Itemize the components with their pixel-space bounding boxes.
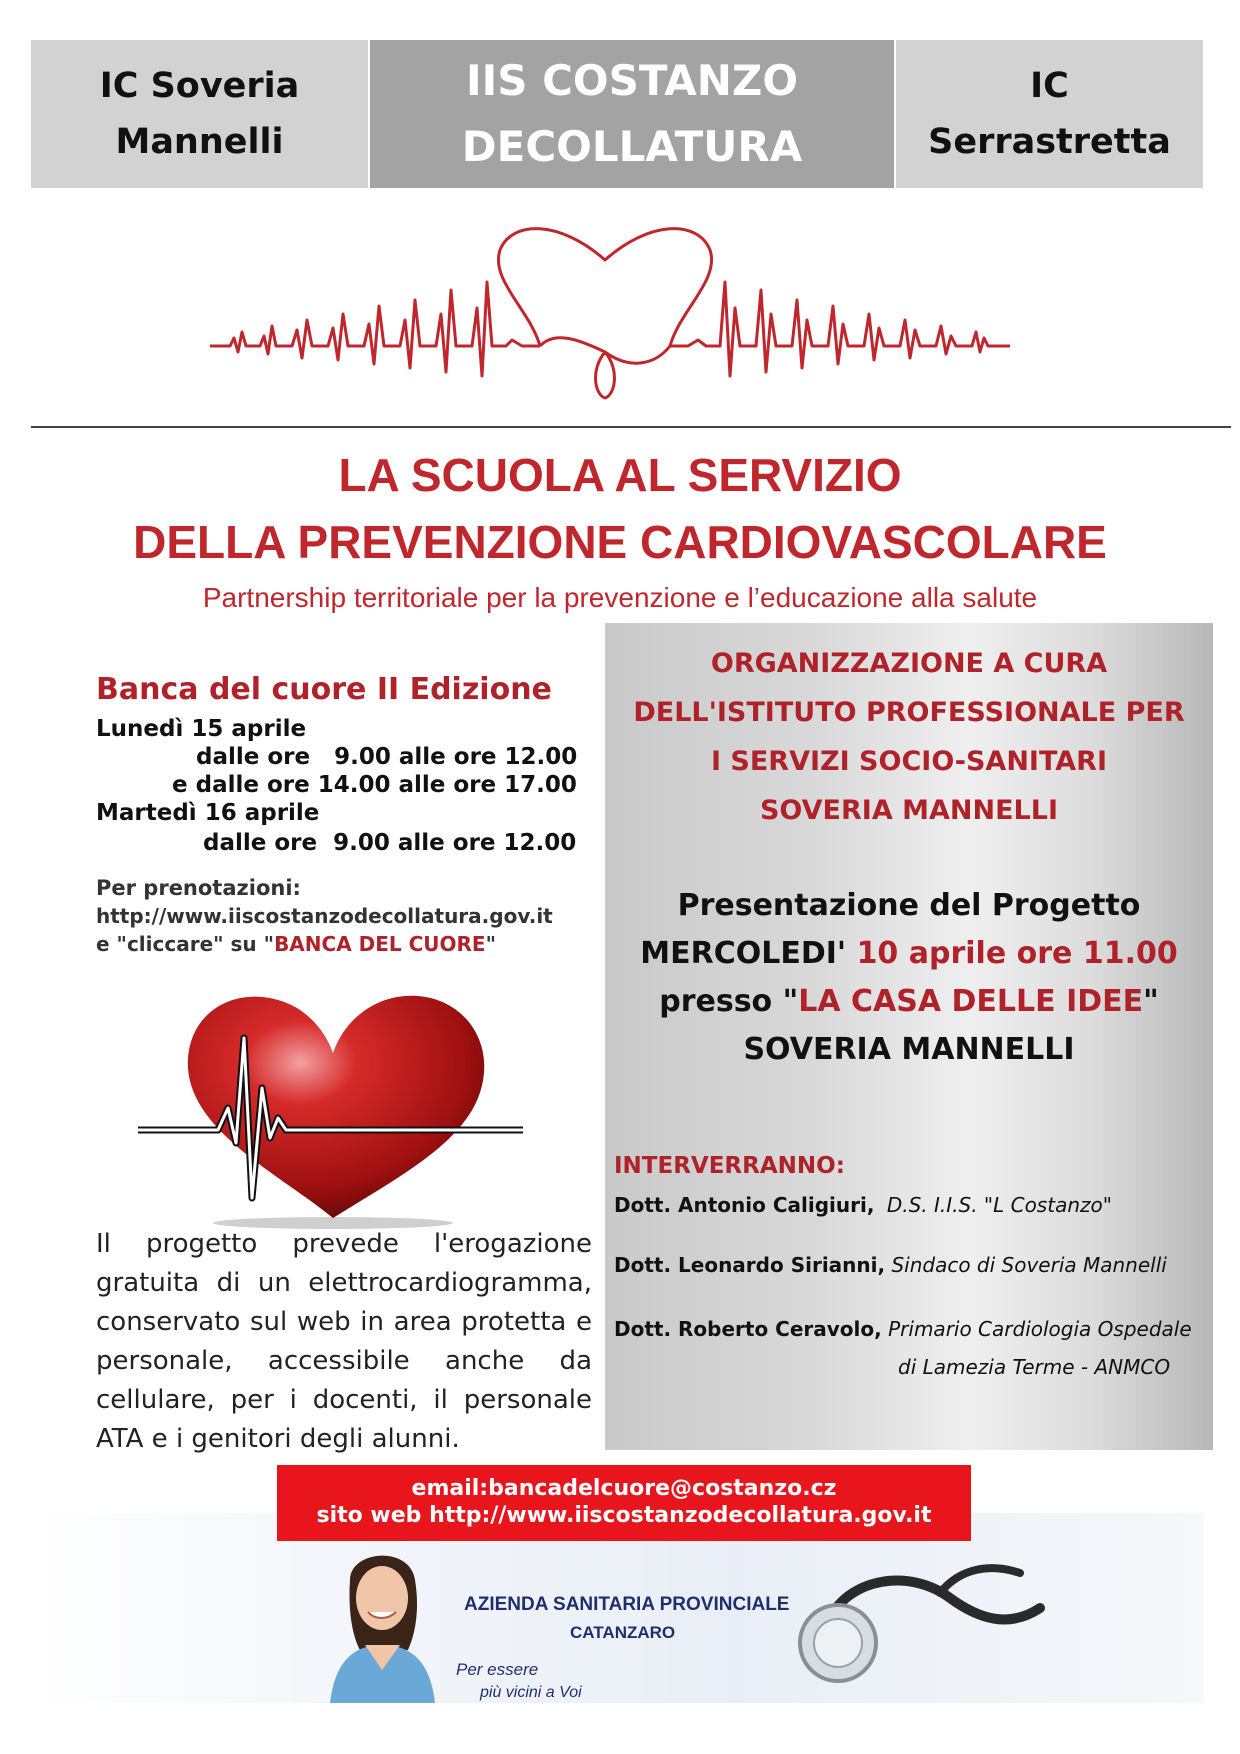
speaker-role: D.S. I.I.S. "L Costanzo" <box>886 1193 1112 1217</box>
booking-url-link[interactable]: http://www.iiscostanzodecollatura.gov.it <box>96 904 553 928</box>
contact-email-link[interactable]: email:bancadelcuore@costanzo.cz <box>411 1476 837 1501</box>
org-line-1: ORGANIZZAZIONE A CURA <box>710 648 1108 679</box>
nurse-icon <box>320 1540 440 1703</box>
click-suffix: " <box>485 932 497 956</box>
click-prefix: e "cliccare" su " <box>96 932 275 956</box>
org-line-3: I SERVIZI SOCIO-SANITARI <box>710 746 1108 777</box>
banca-title: Banca del cuore II Edizione <box>96 672 552 707</box>
heart-ecg-icon <box>200 220 1020 410</box>
day1-slot2: e dalle ore 14.00 alle ore 17.00 <box>172 772 577 798</box>
place-suffix: " <box>1143 984 1159 1019</box>
speaker-item <box>614 1193 1112 1217</box>
speaker-item <box>614 1253 1167 1277</box>
subtitle: Partnership territoriale per la prevenzione e l’educazione alla salute <box>202 582 1038 613</box>
speakers-heading: INTERVERRANNO: <box>614 1153 845 1179</box>
asp-city: CATANZARO <box>570 1623 676 1642</box>
presentation-place <box>605 984 1213 1019</box>
section-divider <box>31 426 1231 428</box>
day2-label: Martedì 16 aprile <box>96 800 320 826</box>
heart-icon <box>128 978 528 1233</box>
stethoscope-icon <box>790 1548 1060 1688</box>
header-left-box <box>31 40 368 188</box>
click-target: BANCA DEL CUORE <box>274 932 486 956</box>
header-center-line1: IIS COSTANZO <box>465 56 799 105</box>
header-right-box <box>896 40 1203 188</box>
speaker-name: Dott. Antonio Caligiuri, <box>614 1193 875 1217</box>
place-name: LA CASA DELLE IDEE <box>798 984 1144 1019</box>
speaker-role-continued <box>898 1355 1170 1379</box>
presentation-date <box>605 936 1213 971</box>
speaker-item <box>614 1317 1192 1341</box>
presentation-when: 10 aprile ore 11.00 <box>856 936 1178 971</box>
org-line-4: SOVERIA MANNELLI <box>759 795 1058 826</box>
title-line-2: DELLA PREVENZIONE CARDIOVASCOLARE <box>133 516 1107 568</box>
speaker-name: Dott. Leonardo Sirianni, <box>614 1253 886 1277</box>
speaker-role-2: di Lamezia Terme - ANMCO <box>898 1355 1171 1379</box>
title-line-1: LA SCUOLA AL SERVIZIO <box>338 449 902 501</box>
org-line-2: DELL'ISTITUTO PROFESSIONALE PER <box>633 697 1185 728</box>
click-instruction <box>96 932 496 956</box>
header-right-line2: Serrastretta <box>928 122 1171 162</box>
day1-slot1: dalle ore 9.00 alle ore 12.00 <box>196 744 578 770</box>
speaker-role: Primario Cardiologia Ospedale <box>888 1317 1192 1341</box>
header-center-box <box>370 40 894 188</box>
header-center-line2: DECOLLATURA <box>461 122 803 171</box>
header-left-line1: IC Soveria <box>99 66 300 106</box>
project-description: Il progetto prevede l'erogazione gratuita di un elettrocardiogramma, conservato sul web in area protetta e personale, accessibile anche da cellulare, per i docenti, il personale ATA e i genitori degli alunni. <box>96 1229 592 1454</box>
slogan-line-2: più vicini a Voi <box>480 1684 582 1701</box>
contact-box <box>277 1465 971 1541</box>
place-prefix: presso " <box>659 984 799 1019</box>
day1-label: Lunedì 15 aprile <box>96 716 307 742</box>
presentation-title: Presentazione del Progetto <box>677 888 1141 923</box>
speaker-role: Sindaco di Soveria Mannelli <box>891 1253 1167 1277</box>
slogan-line-1: Per essere <box>456 1660 539 1679</box>
booking-label: Per prenotazioni: <box>96 876 301 900</box>
presentation-city: SOVERIA MANNELLI <box>743 1032 1075 1067</box>
header-left-line2: Mannelli <box>115 122 284 162</box>
speaker-name: Dott. Roberto Ceravolo, <box>614 1317 882 1341</box>
presentation-day: MERCOLEDI' <box>640 936 857 971</box>
header-right-line1: IC <box>1030 66 1069 106</box>
asp-name: AZIENDA SANITARIA PROVINCIALE <box>464 1594 790 1615</box>
contact-website-link[interactable]: sito web http://www.iiscostanzodecollatura.gov.it <box>316 1503 932 1528</box>
day2-slot1: dalle ore 9.00 alle ore 12.00 <box>203 830 577 856</box>
